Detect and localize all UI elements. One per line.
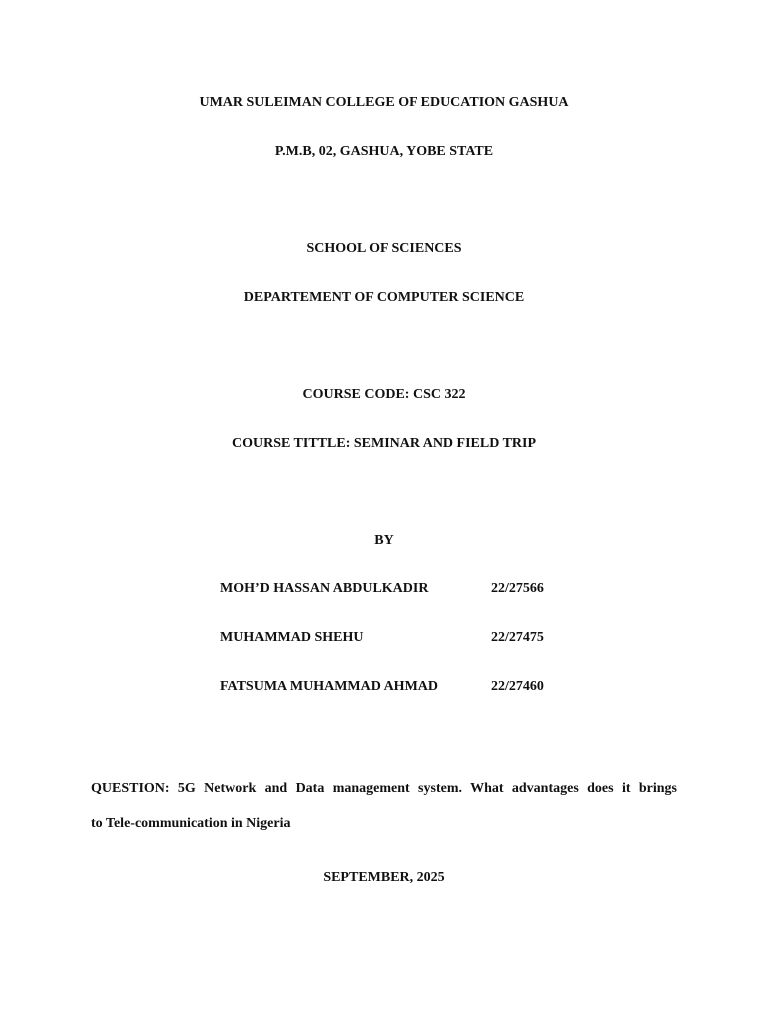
student-reg-number: 22/27460 bbox=[491, 679, 544, 694]
by-label: BY bbox=[374, 533, 394, 548]
course-title: COURSE TITTLE: SEMINAR AND FIELD TRIP bbox=[231, 436, 537, 451]
question-line-1: QUESTION: 5G Network and Data management system. What advantages does it brings bbox=[91, 781, 677, 796]
student-reg-number: 22/27475 bbox=[491, 630, 544, 645]
submission-date: SEPTEMBER, 2025 bbox=[323, 870, 445, 885]
institution-address: P.M.B, 02, GASHUA, YOBE STATE bbox=[274, 144, 494, 159]
question-line-2: to Tele-communication in Nigeria bbox=[91, 816, 291, 831]
department-name: DEPARTEMENT OF COMPUTER SCIENCE bbox=[243, 290, 525, 305]
school-name: SCHOOL OF SCIENCES bbox=[306, 241, 462, 256]
course-code: COURSE CODE: CSC 322 bbox=[302, 387, 466, 402]
student-reg-number: 22/27566 bbox=[491, 581, 544, 596]
student-name: MUHAMMAD SHEHU bbox=[220, 630, 364, 645]
institution-name: UMAR SULEIMAN COLLEGE OF EDUCATION GASHUA bbox=[199, 95, 569, 110]
student-name: FATSUMA MUHAMMAD AHMAD bbox=[220, 679, 439, 694]
student-name: MOH’D HASSAN ABDULKADIR bbox=[220, 581, 429, 596]
question-block bbox=[91, 780, 677, 833]
